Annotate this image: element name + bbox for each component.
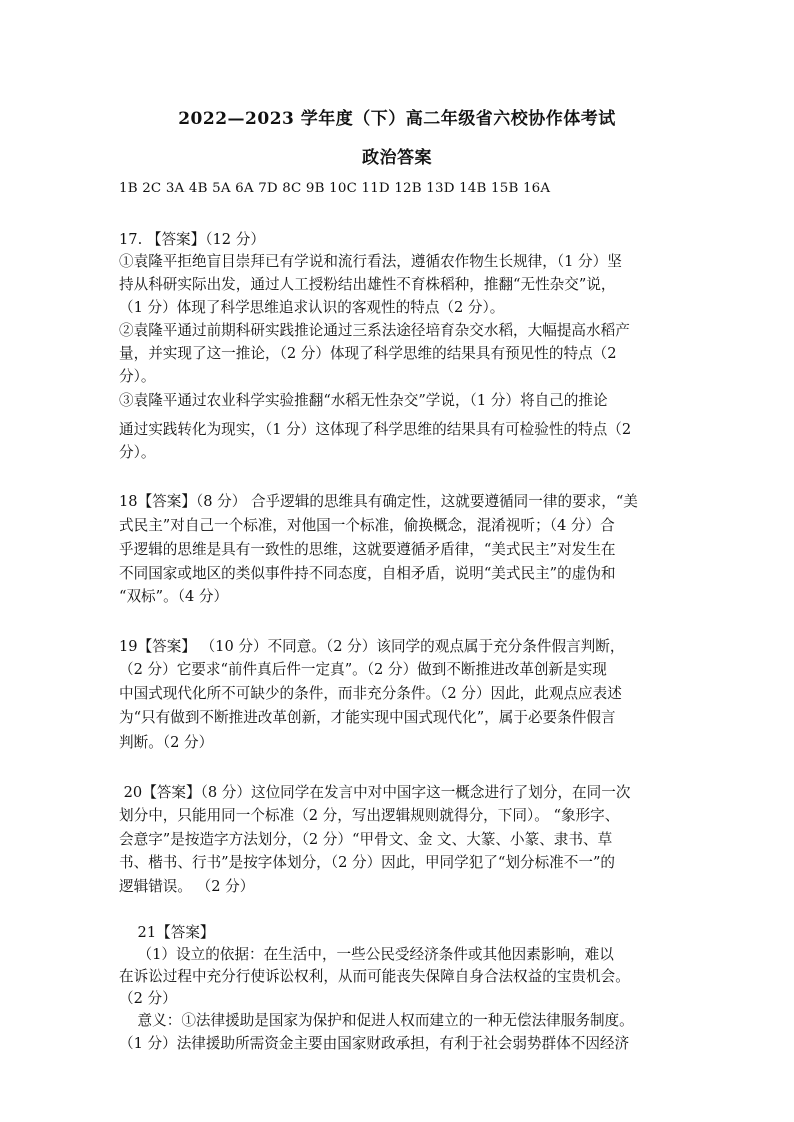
q17-line: 分）。 [119,368,156,385]
q20-line: 划分中，只能用同一个标准（2 分，写出逻辑规则就得分，下同）。 “象形字、 [119,807,620,824]
q17-line: 量，并实现了这一推论，（2 分）体现了科学思维的结果具有预见性的特点（2 [119,345,617,362]
q17-line: 通过实践转化为现实，（1 分）这体现了科学思维的结果具有可检验性的特点（2 [119,421,632,438]
q21-line: 在诉讼过程中充分行使诉讼权利，从而可能丧失保障自身合法权益的宝贵机会。 [119,968,630,985]
q17-line: 17. 【答案】（12 分） [119,231,265,248]
q17-line: （1 分）体现了科学思维追求认识的客观性的特点（2 分）。 [119,299,505,316]
q17-line: 持从科研实际出发，通过人工授粉结出雄性不育株稻种，推翻“无性杂交”说， [119,276,616,293]
q19-line: 为“只有做到不断推进改革创新，才能实现中国式现代化”，属于必要条件假言 [119,709,616,726]
q21-line: 21【答案】 [119,924,215,941]
q19-line: 中国式现代化所不可缺少的条件，而非充分条件。（2 分）因此，此观点应表述 [119,685,622,702]
q21-line: 意义：①法律援助是国家为保护和促进人权而建立的一种无偿法律服务制度。 [119,1012,634,1029]
q21-line: （1 分）法律援助所需资金主要由国家财政承担，有利于社会弱势群体不因经济 [119,1035,630,1052]
q18-line: 不同国家或地区的类似事件持不同态度，自相矛盾，说明“美式民主”的虚伪和 [119,565,616,582]
q19-line: 判断。（2 分） [119,734,214,751]
q20-line: 20【答案】（8 分）这位同学在发言中对中国字这一概念进行了划分，在同一次 [119,784,631,801]
q19-line: 19【答案】 （10 分）不同意。（2 分）该同学的观点属于充分条件假言判断， [119,638,625,655]
q20-line: 逻辑错误。 （2 分） [119,878,255,895]
q18-line: “双标”。（4 分） [119,588,229,605]
q17-line: 分）。 [119,444,156,461]
q18-line: 式民主”对自己一个标准，对他国一个标准，偷换概念，混淆视听；（4 分）合 [119,517,615,534]
q18-line: 乎逻辑的思维是具有一致性的思维，这就要遵循矛盾律，“美式民主”对发生在 [119,541,616,558]
q20-line: 书、楷书、行书”是按字体划分，（2 分）因此，甲同学犯了“划分标准不一”的 [119,854,616,871]
page-title: 2022—2023 学年度（下）高二年级省六校协作体考试 [178,109,616,129]
q19-line: （2 分）它要求“前件真后件一定真”。（2 分）做到不断推进改革创新是实现 [119,661,607,678]
page-subtitle: 政治答案 [362,148,432,168]
q21-line: （2 分） [119,990,177,1007]
q17-line: ①袁隆平拒绝盲目崇拜已有学说和流行看法，遵循农作物生长规律，（1 分）坚 [119,253,622,270]
q17-line: ③袁隆平通过农业科学实验推翻“水稻无性杂交”学说，（1 分）将自己的推论 [119,392,608,409]
q20-line: 会意字”是按造字方法划分，（2 分）“甲骨文、金 文、大篆、小篆、隶书、草 [119,831,613,848]
choice-answers: 1B 2C 3A 4B 5A 6A 7D 8C 9B 10C 11D 12B 13D 14B 15B 16A [119,181,551,196]
q17-line: ②袁隆平通过前期科研实践推论通过三系法途径培育杂交水稻，大幅提高水稻产 [119,322,630,339]
q18-line: 18【答案】（8 分） 合乎逻辑的思维具有确定性，这就要遵循同一律的要求，“美 [119,493,638,510]
q21-line: （1）设立的依据：在生活中，一些公民受经济条件或其他因素影响，难以 [119,946,614,963]
